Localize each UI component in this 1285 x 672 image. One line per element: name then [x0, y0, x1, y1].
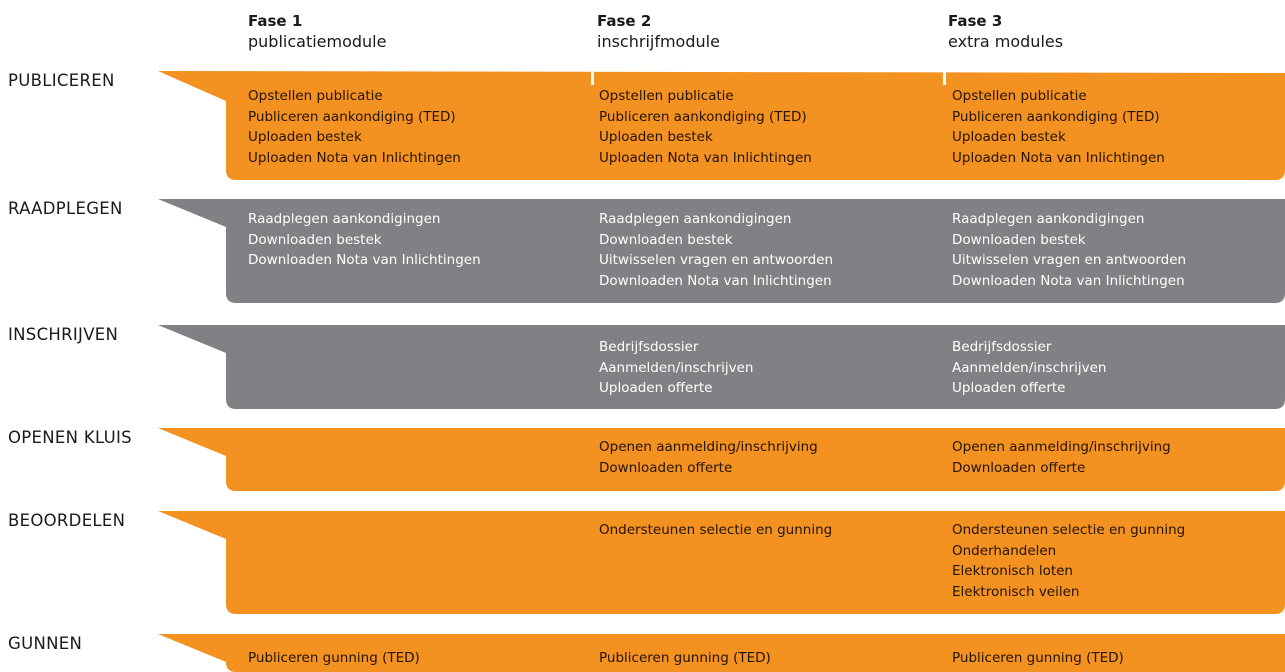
activity-item: Publiceren aankondiging (TED) [952, 108, 1160, 125]
activity-item: Aanmelden/inschrijven [599, 359, 754, 376]
phase-header-3 [948, 11, 1063, 53]
activity-item: Downloaden bestek [952, 231, 1086, 248]
row-gunnen [0, 634, 1285, 672]
row-inschrijven [0, 325, 1285, 409]
phase-2-cell [599, 209, 833, 291]
activity-item: Elektronisch veilen [952, 583, 1080, 600]
activity-item: Elektronisch loten [952, 563, 1073, 579]
phase-2-cell [599, 86, 812, 168]
phase-3-cell [952, 209, 1186, 291]
activity-item: Uploaden offerte [599, 380, 713, 396]
activity-item: Publiceren gunning (TED) [599, 650, 771, 666]
phase-2-cell [599, 648, 771, 669]
activity-item: Openen aanmelding/inschrijving [952, 439, 1171, 455]
activity-item: Onderhandelen [952, 542, 1057, 559]
row-label: RAADPLEGEN [8, 199, 123, 218]
phase-name: Fase 2 [597, 12, 652, 30]
phase-1-cell [248, 209, 481, 271]
phase-header-2 [597, 11, 720, 53]
phase-subtitle: extra modules [948, 32, 1064, 51]
phase-separator [591, 71, 594, 85]
activity-item: Opstellen publicatie [599, 88, 734, 104]
activity-item: Publiceren aankondiging (TED) [248, 108, 456, 125]
activity-item: Downloaden offerte [599, 459, 733, 476]
activity-item: Downloaden Nota van Inlichtingen [248, 252, 481, 268]
row-label: PUBLICEREN [8, 71, 115, 90]
activity-item: Ondersteunen selectie en gunning [599, 522, 833, 538]
activity-item: Uploaden Nota van Inlichtingen [599, 149, 812, 166]
phase-subtitle: inschrijfmodule [597, 32, 720, 51]
activity-item: Publiceren gunning (TED) [952, 650, 1124, 666]
activity-item: Bedrijfsdossier [952, 339, 1052, 355]
activity-item: Openen aanmelding/inschrijving [599, 439, 818, 455]
activity-item: Uploaden Nota van Inlichtingen [248, 149, 461, 166]
activity-item: Publiceren aankondiging (TED) [599, 108, 807, 125]
phase-2-cell [599, 337, 753, 399]
phase-header-1 [248, 11, 386, 53]
activity-item: Ondersteunen selectie en gunning [952, 522, 1186, 538]
row-publiceren [0, 71, 1285, 180]
phase-name: Fase 1 [248, 12, 303, 30]
activity-item: Uploaden bestek [952, 129, 1066, 145]
activity-item: Downloaden bestek [599, 231, 733, 248]
phase-1-cell [248, 86, 461, 168]
activity-item: Publiceren gunning (TED) [248, 650, 420, 666]
activity-item: Uploaden bestek [248, 129, 362, 145]
activity-item: Raadplegen aankondigingen [952, 211, 1145, 227]
phase-3-cell [952, 337, 1106, 399]
row-openen-kluis [0, 428, 1285, 491]
phase-separator [943, 71, 946, 85]
phase-3-cell [952, 520, 1185, 602]
phase-2-cell [599, 437, 818, 478]
phase-3-cell [952, 437, 1171, 478]
phase-1-cell [248, 648, 420, 669]
activity-item: Bedrijfsdossier [599, 339, 699, 355]
row-label: INSCHRIJVEN [8, 325, 119, 344]
activity-item: Downloaden bestek [248, 231, 382, 248]
activity-item: Downloaden Nota van Inlichtingen [599, 272, 832, 289]
phase-name: Fase 3 [948, 12, 1003, 30]
activity-item: Aanmelden/inschrijven [952, 359, 1107, 376]
activity-item: Opstellen publicatie [248, 88, 383, 104]
activity-item: Uitwisselen vragen en antwoorden [952, 252, 1187, 268]
row-beoordelen [0, 511, 1285, 614]
activity-item: Downloaden Nota van Inlichtingen [952, 272, 1185, 289]
activity-item: Raadplegen aankondigingen [248, 211, 441, 227]
row-raadplegen [0, 199, 1285, 303]
phase-3-cell [952, 86, 1165, 168]
activity-item: Uploaden offerte [952, 380, 1066, 396]
row-label: GUNNEN [8, 634, 83, 653]
phase-2-cell [599, 520, 832, 541]
activity-item: Uploaden Nota van Inlichtingen [952, 149, 1165, 166]
activity-item: Downloaden offerte [952, 459, 1086, 476]
activity-item: Raadplegen aankondigingen [599, 211, 792, 227]
activity-item: Opstellen publicatie [952, 88, 1087, 104]
activity-item: Uitwisselen vragen en antwoorden [599, 252, 834, 268]
phase-subtitle: publicatiemodule [248, 32, 387, 51]
row-label: OPENEN KLUIS [8, 428, 132, 447]
phase-3-cell [952, 648, 1124, 669]
row-label: BEOORDELEN [8, 511, 126, 530]
activity-item: Uploaden bestek [599, 129, 713, 145]
